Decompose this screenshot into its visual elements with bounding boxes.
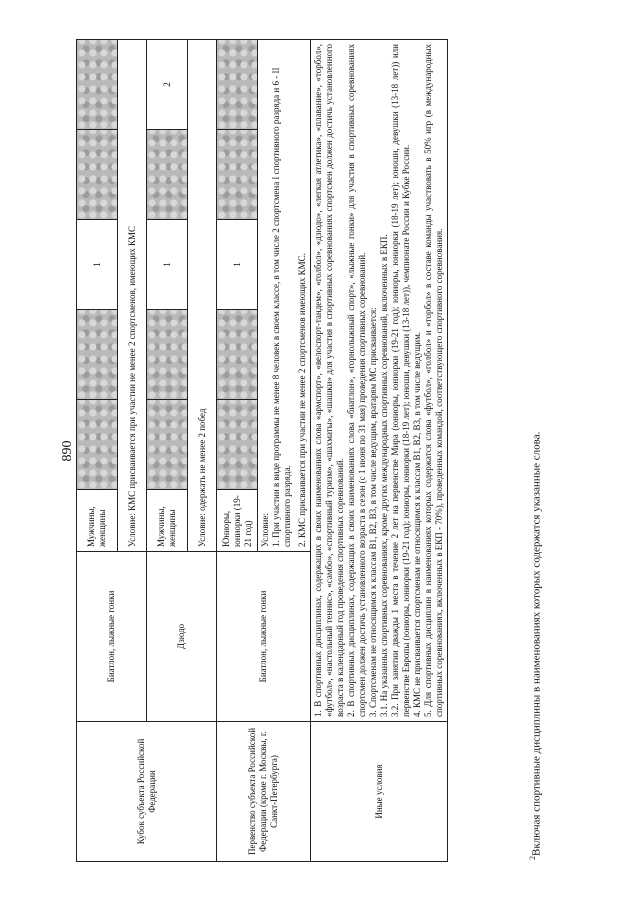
shaded-cell bbox=[147, 400, 188, 490]
condition-item: 3. Спортсменам не относящимся к классам В1, В2, В3, в том числе ведущим, вратарям МС присваивается: bbox=[368, 307, 378, 717]
condition-item: 5. Для спортивных дисциплин в наименованиях которых содержатся слова «футбол», «голбол» и «торбол» в составе команды участвовать в 50% игр (в международных спортивных соревнованиях, включенных в ЕКП - 70%), проведенных командой, соответствующего спортивного соревнования. bbox=[423, 44, 444, 717]
condition-item: 1. В спортивных дисциплинах, содержащих в своих наименованиях слова «армспорт», «велоспорт-тандем», «голбол», «дзюдо», «легкая атлетика», «плавание», «торбол», «футбол», «настольный теннис», «самбо», «спортивный туризм», «шахматы», «шашки» для участия в спортивных соревнованиях спортсмен должен достичь установленного возраста в календарный год проведения спортивных соревнований. bbox=[313, 44, 345, 717]
shaded-cell bbox=[217, 400, 258, 490]
place-cell: 1 bbox=[77, 220, 118, 310]
event-cell: Первенство субъекта Российской Федерации (кроме г. Москвы, г. Санкт-Петербурга) bbox=[217, 722, 311, 862]
event-cell: Кубок субъекта Российской Федерации bbox=[77, 722, 217, 862]
discipline-cell: Биатлон, лыжные гонки bbox=[77, 552, 147, 722]
discipline-cell: Дзюдо bbox=[147, 552, 217, 722]
table-row bbox=[77, 40, 118, 862]
other-conditions-label: Иные условия bbox=[311, 722, 448, 862]
shaded-cell bbox=[217, 40, 258, 130]
condition-cell: Условие: КМС присваивается при участии не менее 2 спортсменов, имеющих КМС bbox=[118, 40, 147, 552]
group-cell: Юниоры, юниорки (19-21 год) bbox=[217, 490, 258, 552]
table-row bbox=[311, 40, 448, 862]
footnote bbox=[528, 40, 543, 860]
rotated-page bbox=[50, 36, 578, 866]
condition-item: 1. При участии в виде программы не менее 8 человек в своем классе, в том числе 2 спортсмена I спортивного разряда и 6 - II спортивного разряда. bbox=[271, 67, 292, 547]
shaded-cell bbox=[217, 310, 258, 400]
shaded-cell bbox=[147, 310, 188, 400]
group-cell: Мужчины, женщины bbox=[77, 490, 118, 552]
place-cell: 2 bbox=[147, 40, 188, 130]
other-conditions-cell bbox=[311, 40, 448, 722]
group-cell: Мужчины, женщины bbox=[147, 490, 188, 552]
condition-cell bbox=[258, 40, 311, 552]
footnote-text: Включая спортивные дисциплины в наименованиях которых содержатся указанные слова. bbox=[530, 431, 543, 856]
discipline-cell: Биатлон, лыжные гонки bbox=[217, 552, 311, 722]
condition-item: 3.1. На указанных спортивных соревнованиях, кроме других международных спортивных соревнований, включенных в ЕКП. bbox=[379, 234, 389, 717]
place-cell: 1 bbox=[217, 220, 258, 310]
condition-item: 4. КМС не присваивается спортсменам не относящимся к классам В1, В2, В3, в том числе ведущим. bbox=[412, 331, 422, 717]
shaded-cell bbox=[217, 130, 258, 220]
shaded-cell bbox=[77, 310, 118, 400]
condition-cell: Условие: одержать не менее 2 побед bbox=[188, 40, 217, 552]
shaded-cell bbox=[77, 400, 118, 490]
table-row bbox=[217, 40, 258, 862]
footnote-marker: 2 bbox=[528, 856, 537, 860]
condition-item: 3.2. При занятии дважды 1 места в течение 2 лет на первенстве Мира (юниоры, юниорки (19-21 год); юниоры, юниорки (18-19 лет); юноши, девушки (13-18 лет)) или первенстве Европы (юниоры, юниорки (19-21 год); юниоры, юниорки (18-19 лет); юноши, девушки (13-18 лет)), чемпионате России и Кубке России. bbox=[390, 44, 411, 717]
sport-categories-table bbox=[76, 39, 448, 862]
condition-title: Условие: bbox=[260, 513, 270, 547]
page-number: 890 bbox=[60, 440, 75, 462]
place-cell: 1 bbox=[147, 220, 188, 310]
condition-item: 2. В спортивных дисциплинах, содержащих в своих наименованиях слова «биатлон», «горнолыжный спорт», «лыжные гонки» для участия в спортивных соревнованиях спортсмен должен достичь установленного возраста в сезон (с 1 июня по 31 мая) проведения спортивных соревнований. bbox=[346, 44, 367, 717]
shaded-cell bbox=[77, 40, 118, 130]
shaded-cell bbox=[77, 130, 118, 220]
condition-item: 2. КМС присваивается при участии не менее 2 спортсменов имеющих КМС. bbox=[297, 253, 307, 547]
shaded-cell bbox=[147, 130, 188, 220]
